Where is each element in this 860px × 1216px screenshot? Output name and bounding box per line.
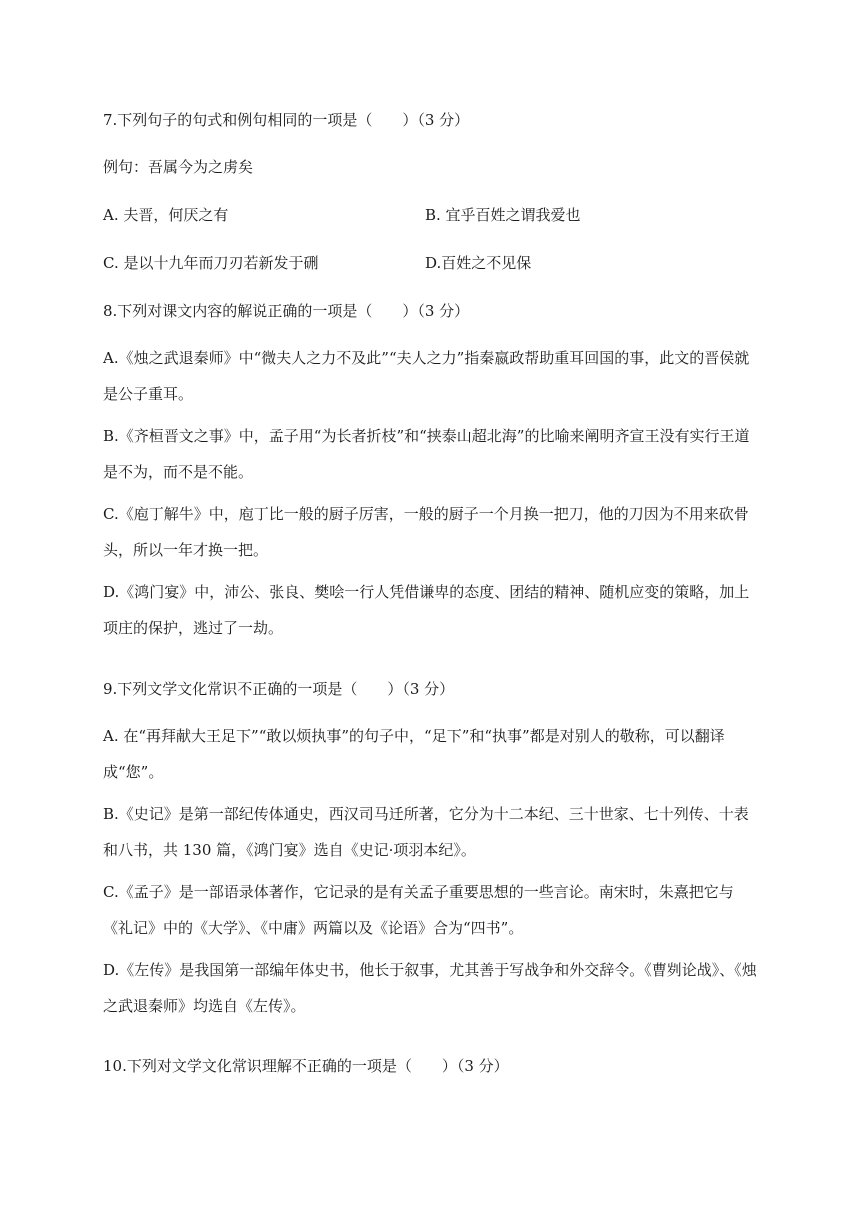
q7-option-c: C. 是以十九年而刀刃若新发于硎 xyxy=(103,254,319,272)
q9-option-d: D.《左传》是我国第一部编年体史书，他长于叙事，尤其善于写战争和外交辞令。《曹刿论战》、《烛之武退秦师》均选自《左传》。 xyxy=(103,961,757,1015)
q9-option-b: B.《史记》是第一部纪传体通史，西汉司马迁所著，它分为十二本纪、三十世家、七十列传、十表和八书，共 130 篇，《鸿门宴》选自《史记·项羽本纪》。 xyxy=(103,805,749,859)
q10-stem: 10.下列对文学文化常识理解不正确的一项是（ ）（3 分） xyxy=(103,1057,509,1075)
q7-option-b: B. 宜乎百姓之谓我爱也 xyxy=(425,206,581,224)
q7-option-a: A. 夫晋，何厌之有 xyxy=(103,206,229,224)
q9-stem: 9.下列文学文化常识不正确的一项是（ ）（3 分） xyxy=(103,680,455,698)
q8-option-a: A.《烛之武退秦师》中“微夫人之力不及此”“夫人之力”指秦嬴政帮助重耳回国的事，此文的晋侯就是公子重耳。 xyxy=(103,349,750,403)
q8-option-b: B.《齐桓晋文之事》中，孟子用“为长者折枝”和“挟泰山超北海”的比喻来阐明齐宣王没有实行王道是不为，而不是不能。 xyxy=(103,427,750,481)
q8-stem: 8.下列对课文内容的解说正确的一项是（ ）（3 分） xyxy=(103,302,470,320)
q9-option-c: C.《孟子》是一部语录体著作，它记录的是有关孟子重要思想的一些言论。南宋时，朱熹把它与《礼记》中的《大学》、《中庸》两篇以及《论语》合为“四书”。 xyxy=(103,883,734,937)
q9-option-a: A. 在“再拜献大王足下”“敢以烦执事”的句子中，“足下”和“执事”都是对别人的敬称，可以翻译成“您”。 xyxy=(103,727,725,781)
q7-example: 例句：吾属今为之虏矣 xyxy=(103,158,254,176)
q7-stem: 7.下列句子的句式和例句相同的一项是（ ）（3 分） xyxy=(103,111,470,129)
q8-option-c: C.《庖丁解牛》中，庖丁比一般的厨子厉害，一般的厨子一个月换一把刀，他的刀因为不用来砍骨头，所以一年才换一把。 xyxy=(103,505,749,559)
q7-option-d: D.百姓之不见保 xyxy=(425,254,532,272)
q8-option-d: D.《鸿门宴》中，沛公、张良、樊哙一行人凭借谦卑的态度、团结的精神、随机应变的策略，加上项庄的保护，逃过了一劫。 xyxy=(103,583,750,637)
